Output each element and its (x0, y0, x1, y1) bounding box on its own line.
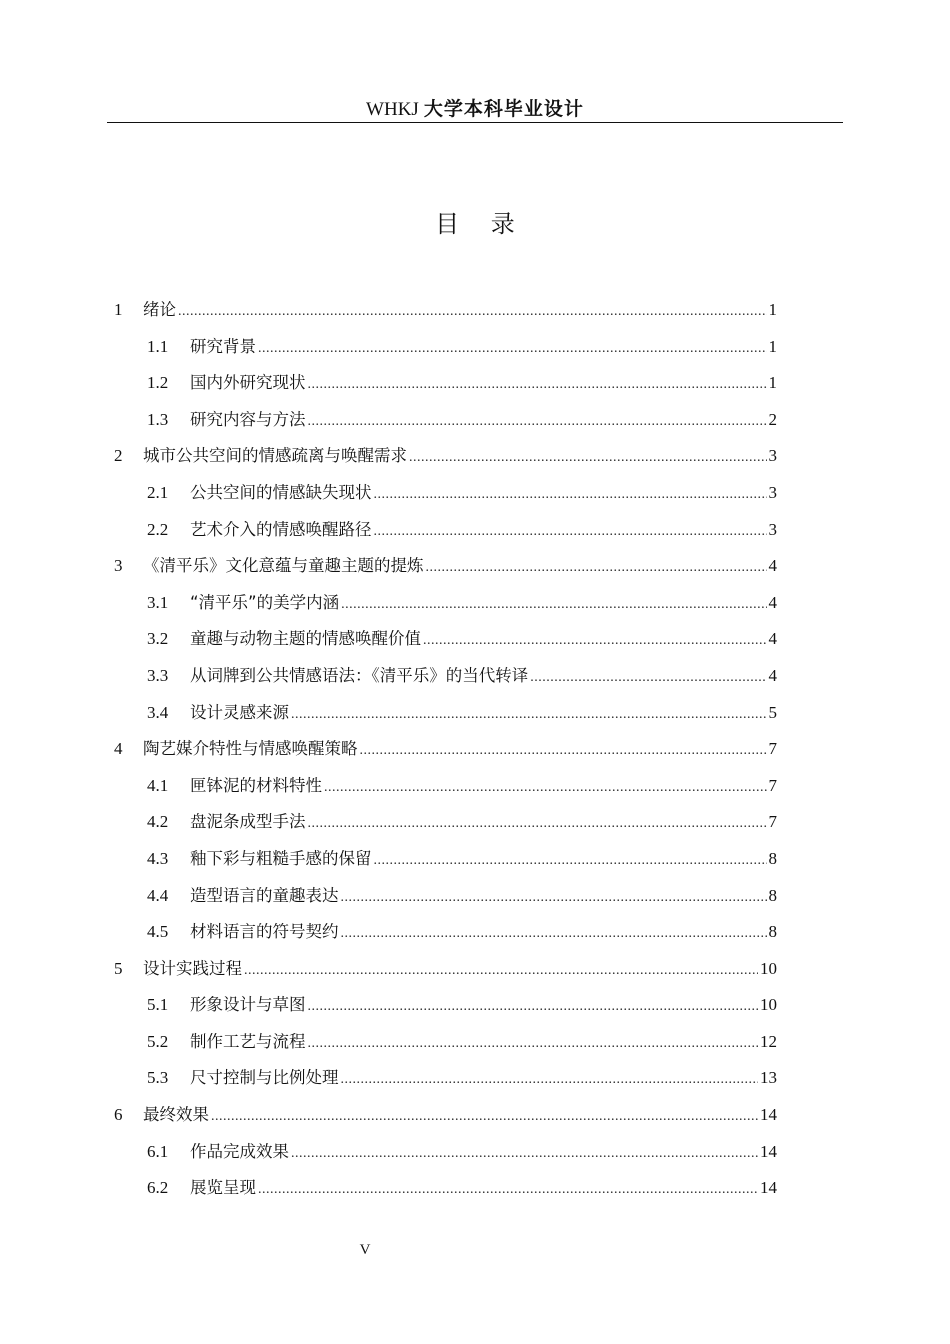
toc-dot-leader (426, 560, 767, 576)
toc-entry-title: 艺术介入的情感唤醒路径 (190, 519, 372, 539)
toc-entry[interactable] (114, 296, 777, 333)
toc-entry-page: 4 (768, 665, 777, 685)
toc-entry-title: 展览呈现 (190, 1178, 256, 1198)
toc-dot-leader (374, 853, 767, 869)
toc-dot-leader (258, 341, 767, 357)
toc-entry-number: 4.4 (147, 885, 169, 905)
toc-dot-leader (409, 450, 767, 466)
toc-dot-leader (341, 926, 767, 942)
toc-entry-number: 6 (114, 1105, 123, 1125)
toc-entry-title: 匣钵泥的材料特性 (190, 775, 322, 795)
toc-entry-number: 3.2 (147, 629, 169, 649)
toc-entry-title: 研究背景 (190, 336, 256, 356)
toc-entry-number: 2 (114, 446, 123, 466)
toc-entry-number: 3.1 (147, 592, 169, 612)
toc-entry-page: 4 (768, 592, 777, 612)
toc-dot-leader (308, 1036, 759, 1052)
toc-entry[interactable] (114, 991, 777, 1028)
toc-dot-leader (308, 414, 767, 430)
toc-entry-title: 形象设计与草图 (190, 995, 306, 1015)
toc-entry-number: 5 (114, 958, 123, 978)
toc-entry-page: 8 (768, 885, 777, 905)
toc-entry-number: 6.2 (147, 1178, 169, 1198)
toc-entry-number: 3.4 (147, 702, 169, 722)
toc-entry-page: 4 (768, 556, 777, 576)
toc-entry-page: 2 (768, 409, 777, 429)
toc-dot-leader (308, 816, 767, 832)
toc-entry-page: 4 (768, 629, 777, 649)
toc-dot-leader (341, 597, 766, 613)
toc-dot-leader (341, 1072, 759, 1088)
toc-dot-leader (374, 487, 767, 503)
toc-entry-number: 4 (114, 739, 123, 759)
page-number: V (359, 1242, 371, 1258)
toc-dot-leader (530, 670, 766, 686)
toc-dot-leader (308, 377, 767, 393)
toc-entry[interactable] (114, 442, 777, 479)
toc-entry[interactable] (114, 772, 777, 809)
toc-dot-leader (360, 743, 767, 759)
toc-entry-number: 2.1 (147, 482, 169, 502)
toc-entry-page: 14 (760, 1141, 777, 1161)
toc-entry-title: 设计实践过程 (143, 958, 242, 978)
toc-dot-leader (308, 999, 759, 1015)
toc-entry-page: 1 (768, 300, 777, 319)
toc-entry[interactable] (114, 1101, 777, 1138)
toc-entry-title: 陶艺媒介特性与情感唤醒策略 (143, 739, 358, 759)
toc-entry-title: 尺寸控制与比例处理 (190, 1068, 339, 1088)
toc-entry-title: 公共空间的情感缺失现状 (190, 482, 372, 502)
toc-entry[interactable] (114, 882, 777, 919)
toc-entry-title: “清平乐”的美学内涵 (190, 592, 340, 612)
toc-entry-number: 1 (114, 300, 123, 319)
toc-dot-leader (178, 304, 767, 320)
toc-entry-title: 研究内容与方法 (190, 409, 306, 429)
toc-entry-page: 8 (768, 922, 777, 942)
toc-entry-number: 6.1 (147, 1141, 169, 1161)
toc-entry-number: 5.3 (147, 1068, 169, 1088)
toc-entry[interactable] (114, 918, 777, 955)
toc-dot-leader (324, 780, 767, 796)
toc-entry-title: 最终效果 (143, 1105, 209, 1125)
toc-entry[interactable] (114, 333, 777, 370)
toc-entry-page: 5 (768, 702, 777, 722)
toc-dot-leader (258, 1182, 758, 1198)
toc-entry-page: 3 (768, 446, 777, 466)
toc-entry[interactable] (114, 1138, 777, 1175)
toc-dot-leader (291, 707, 767, 723)
toc-entry-page: 7 (768, 775, 777, 795)
toc-entry[interactable] (114, 955, 777, 992)
toc-entry-number: 5.1 (147, 995, 169, 1015)
header-brand: WHKJ (366, 99, 419, 120)
toc-dot-leader (291, 1146, 758, 1162)
toc-entry-title: 童趣与动物主题的情感唤醒价值 (190, 629, 421, 649)
toc-entry-number: 4.5 (147, 922, 169, 942)
toc-entry-page: 14 (760, 1178, 777, 1198)
toc-entry[interactable] (114, 625, 777, 662)
toc-dot-leader (341, 890, 767, 906)
toc-entry-number: 5.2 (147, 1031, 169, 1051)
table-of-contents (114, 296, 777, 1211)
toc-entry-title: 设计灵感来源 (190, 702, 289, 722)
toc-entry[interactable] (114, 808, 777, 845)
toc-entry-number: 3.3 (147, 665, 169, 685)
toc-entry[interactable] (114, 1064, 777, 1101)
toc-entry[interactable] (114, 406, 777, 443)
toc-entry-page: 8 (768, 848, 777, 868)
toc-entry-title: 制作工艺与流程 (190, 1031, 306, 1051)
toc-dot-leader (244, 963, 758, 979)
toc-entry-page: 10 (760, 958, 777, 978)
toc-entry[interactable] (114, 552, 777, 589)
toc-entry-page: 3 (768, 482, 777, 502)
toc-dot-leader (423, 633, 767, 649)
toc-entry-title: 材料语言的符号契约 (190, 922, 339, 942)
toc-entry-title: 作品完成效果 (190, 1141, 289, 1161)
toc-entry-number: 1.1 (147, 336, 169, 356)
toc-entry-title: 城市公共空间的情感疏离与唤醒需求 (143, 446, 407, 466)
toc-entry[interactable] (114, 735, 777, 772)
toc-entry-number: 3 (114, 556, 123, 576)
toc-entry[interactable] (114, 516, 777, 553)
toc-entry-page: 13 (760, 1068, 777, 1088)
toc-entry-page: 7 (768, 812, 777, 832)
toc-entry-number: 1.3 (147, 409, 169, 429)
toc-dot-leader (374, 524, 767, 540)
toc-entry-page: 10 (760, 995, 777, 1015)
toc-entry-title: 造型语言的童趣表达 (190, 885, 339, 905)
toc-entry-page: 3 (768, 519, 777, 539)
toc-entry-number: 4.1 (147, 775, 169, 795)
toc-entry-title: 《清平乐》文化意蕴与童趣主题的提炼 (143, 556, 424, 576)
toc-entry-title: 盘泥条成型手法 (190, 812, 306, 832)
toc-entry[interactable] (114, 1174, 777, 1211)
toc-entry-title: 国内外研究现状 (190, 373, 306, 393)
toc-entry-page: 1 (768, 336, 777, 356)
toc-entry-title: 从词牌到公共情感语法：《清平乐》的当代转译 (190, 665, 529, 685)
toc-entry[interactable] (114, 845, 777, 882)
toc-entry-title: 绪论 (143, 300, 176, 319)
toc-entry-number: 4.3 (147, 848, 169, 868)
toc-entry-page: 12 (760, 1031, 777, 1051)
toc-title: 目 录 (435, 210, 527, 238)
toc-entry-number: 4.2 (147, 812, 169, 832)
toc-entry-page: 7 (768, 739, 777, 759)
toc-entry-number: 1.2 (147, 373, 169, 393)
toc-entry-title: 釉下彩与粗糙手感的保留 (190, 848, 372, 868)
toc-entry[interactable] (114, 699, 777, 736)
toc-entry[interactable] (114, 479, 777, 516)
toc-entry[interactable] (114, 589, 777, 626)
header-text: 大学本科毕业设计 (423, 98, 584, 120)
toc-entry-page: 14 (760, 1105, 777, 1125)
toc-dot-leader (211, 1109, 758, 1125)
toc-entry[interactable] (114, 662, 777, 699)
toc-entry-number: 2.2 (147, 519, 169, 539)
page-header (107, 96, 843, 123)
toc-entry[interactable] (114, 1028, 777, 1065)
toc-entry[interactable] (114, 369, 777, 406)
toc-entry-page: 1 (768, 373, 777, 393)
